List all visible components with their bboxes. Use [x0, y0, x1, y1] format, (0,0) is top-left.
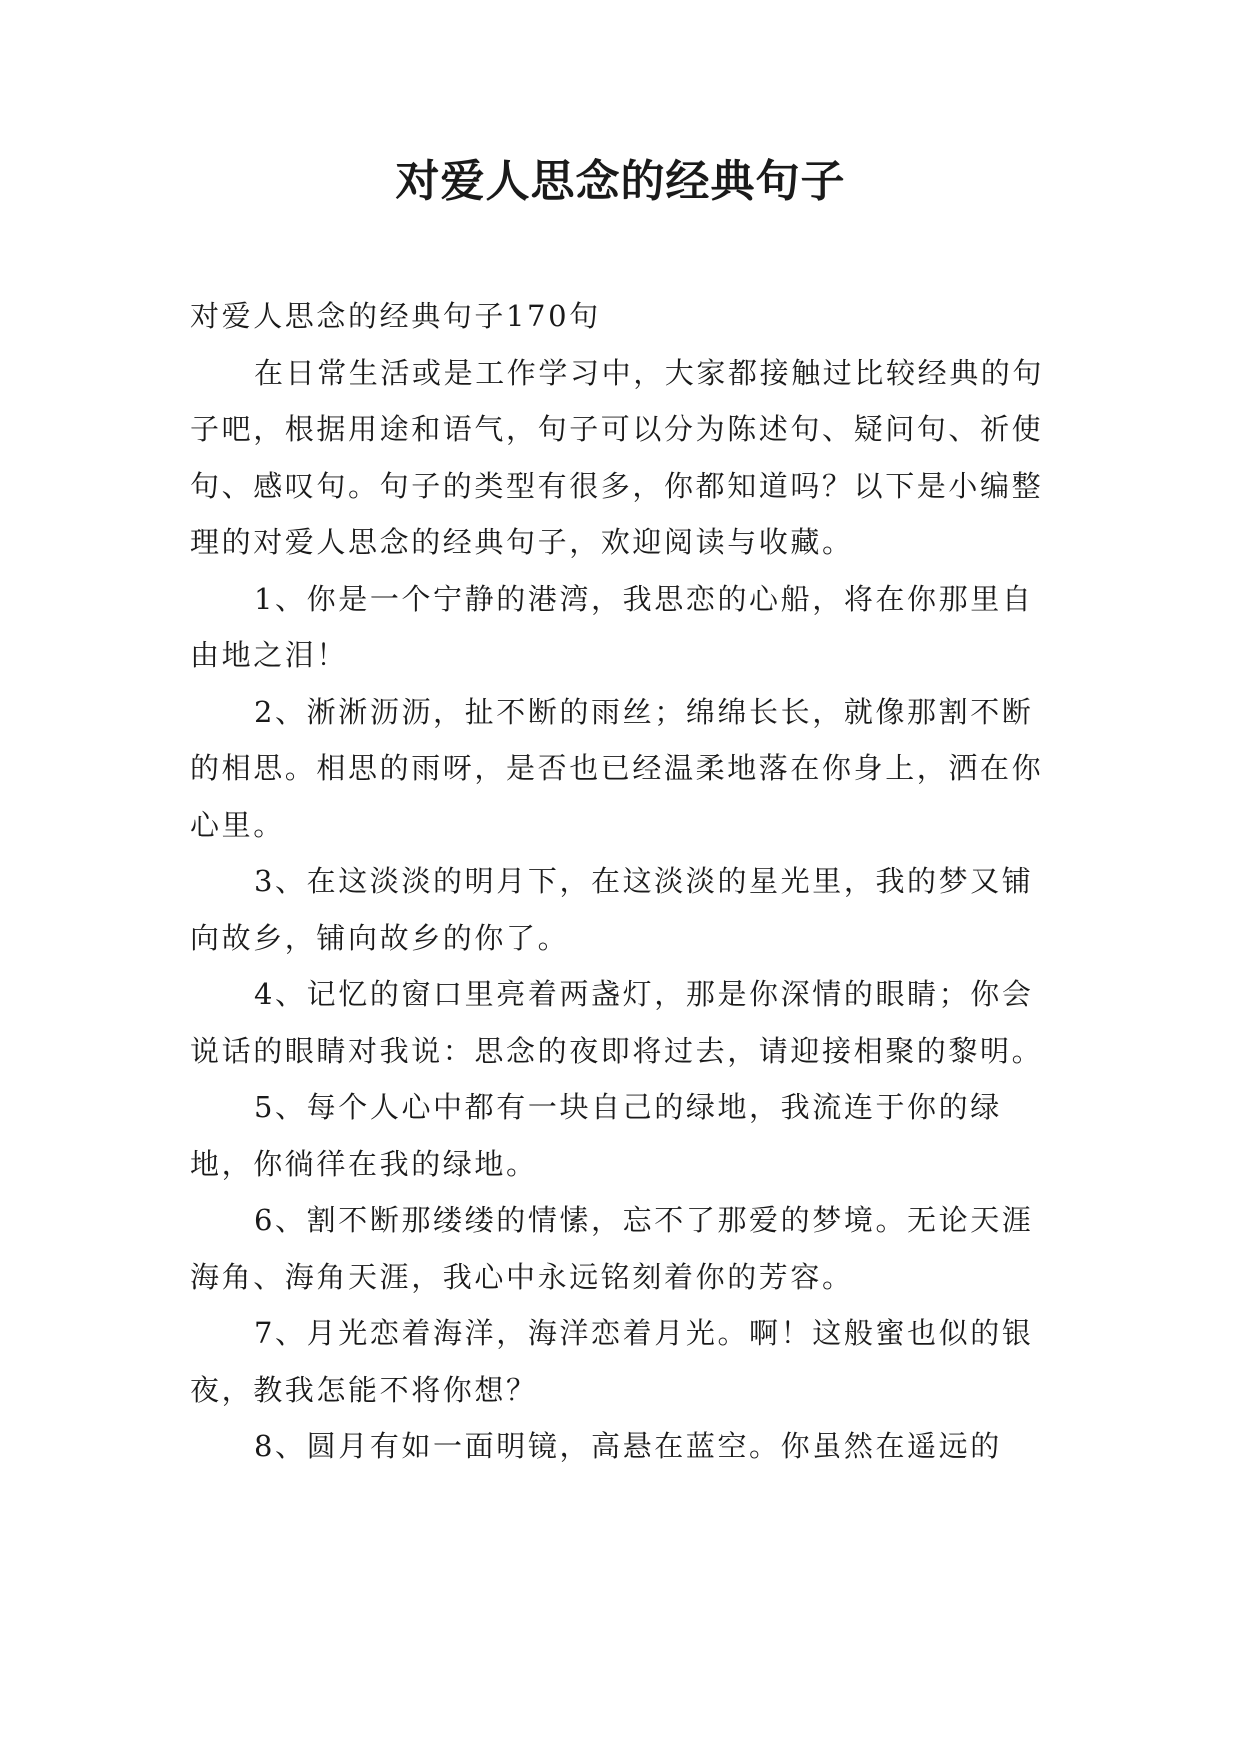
sentence-item-6: 6、割不断那缕缕的情愫，忘不了那爱的梦境。无论天涯海角、海角天涯，我心中永远铭刻着你的芳容。: [190, 1203, 1034, 1294]
sentence-item-4: 4、记忆的窗口里亮着两盏灯，那是你深情的眼睛；你会说话的眼睛对我说：思念的夜即将过去，请迎接相聚的黎明。: [190, 977, 1044, 1068]
sentence-item-1: 1、你是一个宁静的港湾，我思恋的心船，将在你那里自由地之泪！: [190, 581, 1034, 672]
sentence-item-5: 5、每个人心中都有一块自己的绿地，我流连于你的绿地，你徜徉在我的绿地。: [190, 1090, 1002, 1181]
sentence-item-3: 3、在这淡淡的明月下，在这淡淡的星光里，我的梦又铺向故乡，铺向故乡的你了。: [190, 864, 1034, 955]
intro-paragraph: 在日常生活或是工作学习中，大家都接触过比较经典的句子吧，根据用途和语气，句子可以分为陈述句、疑问句、祈使句、感叹句。句子的类型有很多，你都知道吗？以下是小编整理的对爱人思念的经典句子，欢迎阅读与收藏。: [190, 355, 1045, 559]
document-title: 对爱人思念的经典句子: [395, 156, 846, 207]
sentence-item-7: 7、月光恋着海洋，海洋恋着月光。啊！这般蜜也似的银夜，教我怎能不将你想？: [190, 1316, 1034, 1407]
document-body: [190, 288, 1060, 1475]
sentence-item-8: 8、圆月有如一面明镜，高悬在蓝空。你虽然在遥远的: [254, 1429, 1002, 1463]
sentence-item-2: 2、淅淅沥沥，扯不断的雨丝；绵绵长长，就像那割不断的相思。相思的雨呀，是否也已经温柔地落在你身上，洒在你心里。: [190, 694, 1044, 842]
document-subtitle: 对爱人思念的经典句子170句: [190, 299, 601, 333]
